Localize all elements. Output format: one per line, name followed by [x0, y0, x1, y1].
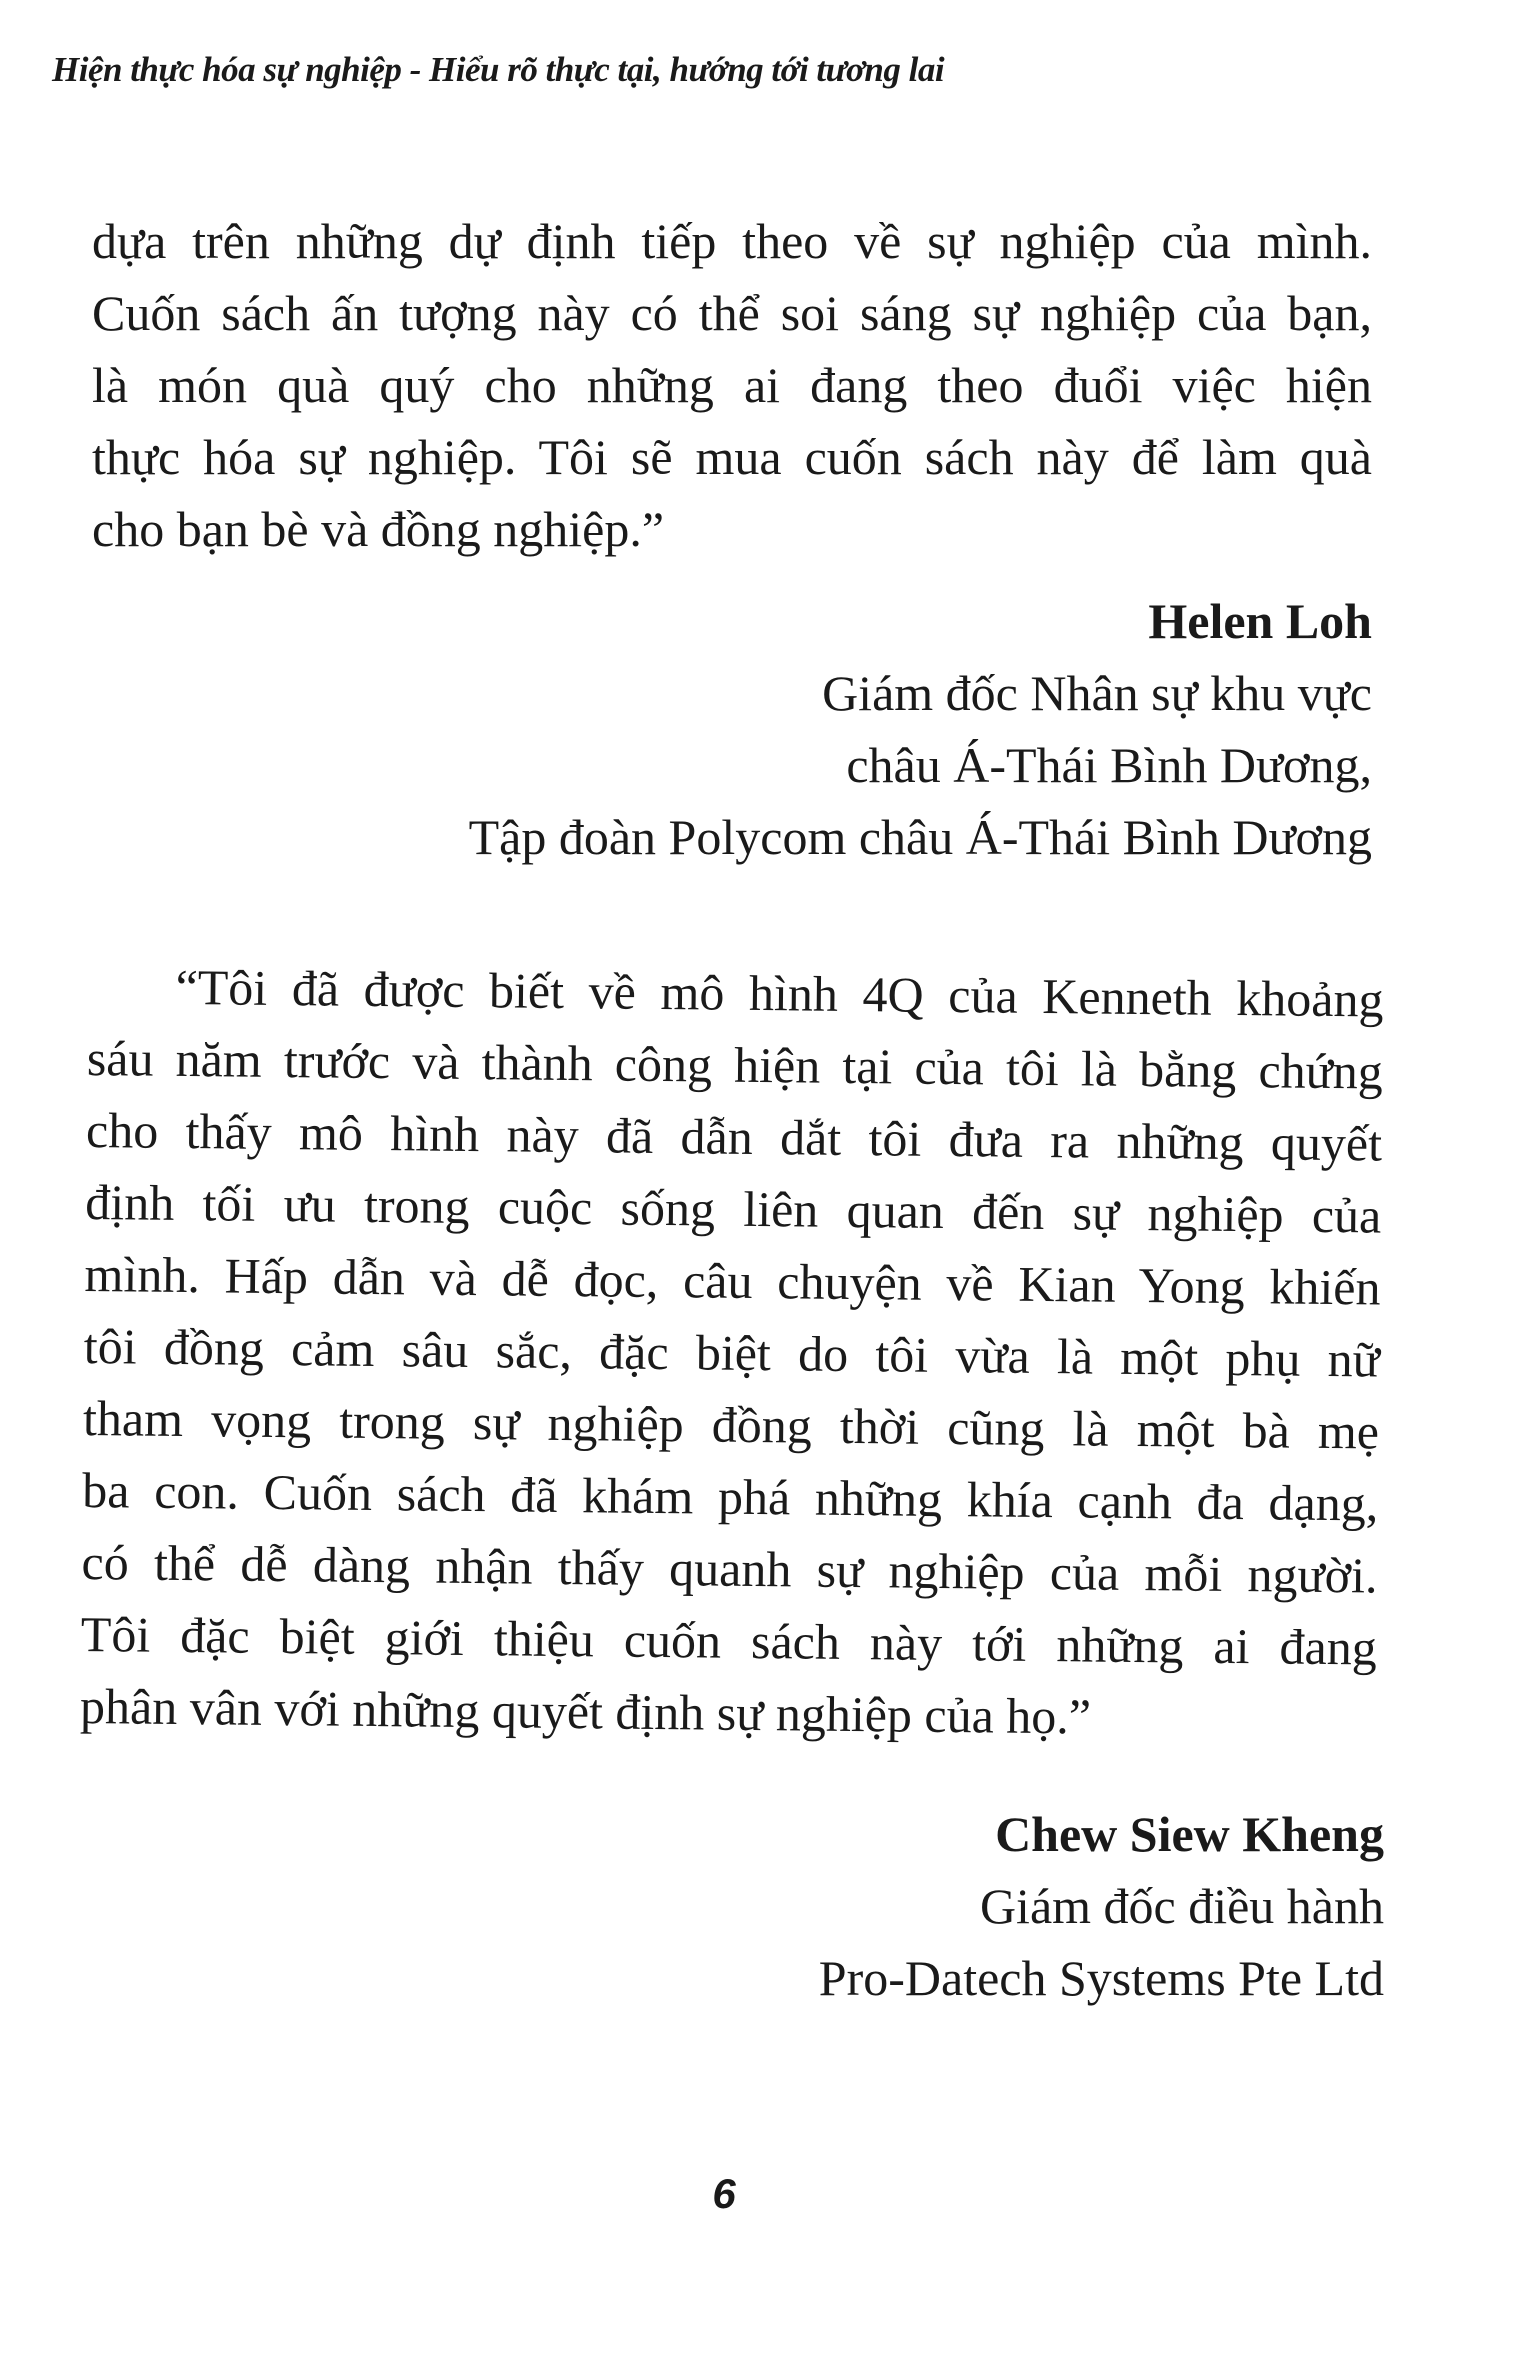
paragraph-line: “Tôi đã được biết về mô hình 4Q của Kenneth khoảng: [175, 958, 1384, 1028]
signature-title-line: Tập đoàn Polycom châu Á-Thái Bình Dương: [468, 809, 1372, 865]
paragraph-line: định tối ưu trong cuộc sống liên quan đến sự nghiệp của: [85, 1173, 1382, 1244]
paragraph-line: sáu năm trước và thành công hiện tại của tôi là bằng chứng: [86, 1029, 1384, 1100]
running-header: Hiện thực hóa sự nghiệp - Hiểu rõ thực tại, hướng tới tương lai: [52, 50, 945, 89]
signature-title-line: châu Á-Thái Bình Dương,: [846, 737, 1372, 793]
signature-block-1: [469, 585, 1372, 873]
paragraph-line: dựa trên những dự định tiếp theo về sự nghiệp của mình.: [92, 213, 1372, 269]
paragraph-line: mình. Hấp dẫn và dễ đọc, câu chuyện về Kian Yong khiến: [84, 1245, 1381, 1316]
page-number-value: 6: [712, 2170, 736, 2217]
paragraph-2: [80, 950, 1384, 1756]
page-number: [0, 2170, 1536, 2218]
paragraph-line: thực hóa sự nghiệp. Tôi sẽ mua cuốn sách này để làm quà: [92, 429, 1372, 485]
paragraph-line: tôi đồng cảm sâu sắc, đặc biệt do tôi vừa là một phụ nữ: [83, 1317, 1381, 1388]
paragraph-line: Cuốn sách ấn tượng này có thể soi sáng sự nghiệp của bạn,: [92, 285, 1372, 341]
paragraph-line: cho thấy mô hình này đã dẫn dắt tôi đưa ra những quyết: [85, 1101, 1383, 1172]
signature-name: Helen Loh: [1148, 593, 1372, 649]
paragraph-1: [92, 205, 1372, 565]
signature-title-line: Giám đốc điều hành: [979, 1878, 1384, 1934]
paragraph-line: Tôi đặc biệt giới thiệu cuốn sách này tới những ai đang: [80, 1605, 1378, 1676]
paragraph-line: có thể dễ dàng nhận thấy quanh sự nghiệp của mỗi người.: [81, 1533, 1378, 1604]
paragraph-line: cho bạn bè và đồng nghiệp.”: [92, 501, 665, 557]
signature-title-line: Pro-Datech Systems Pte Ltd: [818, 1950, 1384, 2006]
paragraph-line: là món quà quý cho những ai đang theo đuổi việc hiện: [92, 357, 1372, 413]
paragraph-line: ba con. Cuốn sách đã khám phá những khía cạnh đa dạng,: [82, 1461, 1379, 1532]
signature-name: Chew Siew Kheng: [995, 1806, 1384, 1862]
signature-title-line: Giám đốc Nhân sự khu vực: [822, 665, 1372, 721]
paragraph-line: phân vân với những quyết định sự nghiệp của họ.”: [79, 1677, 1092, 1745]
paragraph-line: tham vọng trong sự nghiệp đồng thời cũng là một bà mẹ: [82, 1389, 1380, 1460]
signature-block-2: [819, 1798, 1384, 2014]
